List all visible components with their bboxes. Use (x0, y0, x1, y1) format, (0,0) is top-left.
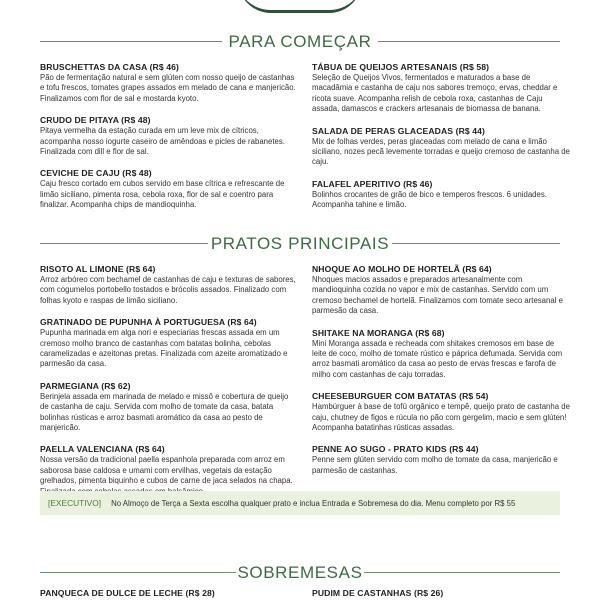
menu-item (312, 328, 570, 381)
menu-item (312, 62, 570, 115)
section-title: PRATOS PRINCIPAIS (210, 234, 390, 253)
item-name: CEVICHE DE CAJU (R$ 48) (40, 168, 152, 179)
item-description: Mix de folhas verdes, peras glaceadas com melado de cana e limão siciliano, nozes pecã levemente torradas e queijo cremoso de castanha de caju. (312, 136, 570, 167)
item-name: PANQUECA DE DULCE DE LECHE (R$ 28) (40, 588, 215, 598)
divider (378, 41, 560, 42)
menu-item (312, 391, 570, 433)
item-name: PAELLA VALENCIANA (R$ 64) (40, 444, 165, 455)
executive-text: No Almoço de Terça a Sexta escolha qualquer prato e inclua Entrada e Sobremesa do dia. Menu completo por R$ 55 (111, 498, 516, 508)
item-description: Seleção de Queijos Vivos, fermentados e maturados a base de macadâmia e castanha de caju nos sabores tremoço, ervas, cheddar e ricota suave. Acompanha relish de cebola roxa, castanhas de Caju assada, damascos e crackers artesanais de biomassa de banana. (312, 73, 558, 114)
menu-item (40, 264, 298, 306)
item-name: SALADA DE PERAS GLACEADAS (R$ 44) (312, 125, 485, 136)
section-header-mains (40, 232, 560, 256)
item-description: Penne sem glúten servido com molho de tomate da casa, manjericão e parmesão de castanhas. (312, 455, 558, 475)
top-arc-decoration (238, 0, 362, 13)
item-name: SHITAKE NA MORANGA (R$ 68) (312, 327, 445, 338)
item-description: Pupunha marinada em alga nori e especiarias frescas assada em um cremoso molho branco de castanhas com batatas bolinha, cebolas caramelizadas e azeitonas pretas. Finalizada com azeite aromatizado e parmesão da casa. (40, 328, 288, 369)
item-name: CHEESEBURGUER COM BATATAS (R$ 54) (312, 391, 489, 402)
section-title: PARA COMEÇAR (228, 32, 372, 51)
item-description: Nhoques macios assados e preparados artesanalmente com mandioquinha cozida no vapor e mix de castanhas. Servido com um cremoso bechamel de hortelã. Finalizamos com tomate seco artesanal e parmesão da casa. (312, 275, 563, 316)
item-name: NHOQUE AO MOLHO DE HORTELÃ (R$ 64) (312, 264, 492, 274)
item-description: Arroz arbóreo com bechamel de castanhas de caju e texturas de sabores, com cogumelos portobello tostados e brócolis assados. Finalizado com folhas kyoto e raspas de limão siciliano. (40, 275, 296, 305)
item-name: PENNE AO SUGO - PRATO KIDS (R$ 44) (312, 444, 479, 455)
menu-item (40, 444, 298, 497)
menu-item (40, 588, 298, 599)
section-header-desserts (40, 561, 560, 585)
executive-tag: [EXECUTIVO] (48, 498, 102, 508)
menu-item (312, 588, 570, 599)
item-description: Bolinhos crocantes de grão de bico e temperos frescos. 6 unidades. Acompanha tahine e limão. (312, 189, 547, 210)
menu-item (312, 444, 570, 476)
item-description: Pitaya vermelha da estação curada em um leve mix de cítricos, acompanha nosso iogurte caseiro de amêndoas e picles de rabanetes. Finalizada com dill e flor de sal. (40, 126, 285, 157)
divider (364, 572, 560, 573)
menu-item (40, 381, 298, 434)
executive-banner (40, 491, 560, 515)
item-name: PUDIM DE CASTANHAS (R$ 26) (312, 588, 444, 598)
item-description: Hambúrguer à base de tofú orgânico e tempê, queijo prato de castanha de caju, chutney de figos e rúcula no pão com gergelim, macio e sem glúten! Acompanha batatinhas rústicas assadas. (312, 402, 570, 433)
section-title: SOBREMESAS (237, 563, 363, 582)
menu-item (40, 115, 298, 157)
menu-item (40, 168, 298, 210)
item-name: GRATINADO DE PUPUNHA À PORTUGUESA (R$ 64) (40, 317, 257, 328)
menu-item (40, 317, 298, 370)
menu-item (312, 264, 570, 317)
item-name: CRUDO DE PITAYA (R$ 48) (40, 115, 151, 126)
divider (392, 243, 560, 244)
item-description: Pão de fermentação natural e sem glúten com nosso queijo de castanhas e tofu frescos, tomates grapes assados em melado de cana e manjericão. Finalizamos com flor de sal e mostarda kyoto. (40, 73, 296, 103)
item-name: BRUSCHETTAS DA CASA (R$ 46) (40, 62, 179, 72)
menu-item (312, 126, 570, 168)
item-description: Berinjela assada em marinada de melado e missô e cobertura de queijo de castanha de caju. Servida com molho de tomate da casa, batata bolinhas rústicas e arroz basmati aromático da casa ao pesto de manjericão. (40, 391, 289, 433)
desserts-right-column (312, 588, 570, 610)
mains-right-column (312, 264, 570, 487)
menu-item (312, 179, 570, 211)
item-name: FALAFEL APERITIVO (R$ 46) (312, 178, 433, 189)
item-description: Caju fresco cortado em cubos servido em base cítrica e refrescante de limão siciliano, pimenta rosa, cebola roxa, flor de sal e coentro para finalizar. Acompanha chips de mandioquinha. (40, 179, 285, 210)
item-name: PARMEGIANA (R$ 62) (40, 380, 131, 391)
start-left-column (40, 62, 298, 222)
item-description: Mini Moranga assada e recheada com shitakes cremosos em base de leite de coco, molho de tomate rústico e páprica defumada. Servida com arroz basmati aromático da casa ao pesto de ervas frescas e farofa de milho com castanhas de caju torradas. (312, 338, 563, 379)
mains-left-column (40, 264, 298, 508)
item-name: RISOTO AL LIMONE (R$ 64) (40, 264, 156, 274)
desserts-left-column (40, 588, 298, 610)
section-header-start (40, 30, 560, 54)
menu-item (40, 62, 298, 104)
item-name: TÁBUA DE QUEIJOS ARTESANAIS (R$ 58) (312, 62, 490, 72)
start-right-column (312, 62, 570, 222)
item-description: Nossa versão da tradicional paella espanhola preparada com arroz em saborosa base caldosa e umami com ervilhas, vegetais da estação grelhados, pimenta biquinho e cubos de carne de jaca selados na chapa. (40, 455, 293, 486)
